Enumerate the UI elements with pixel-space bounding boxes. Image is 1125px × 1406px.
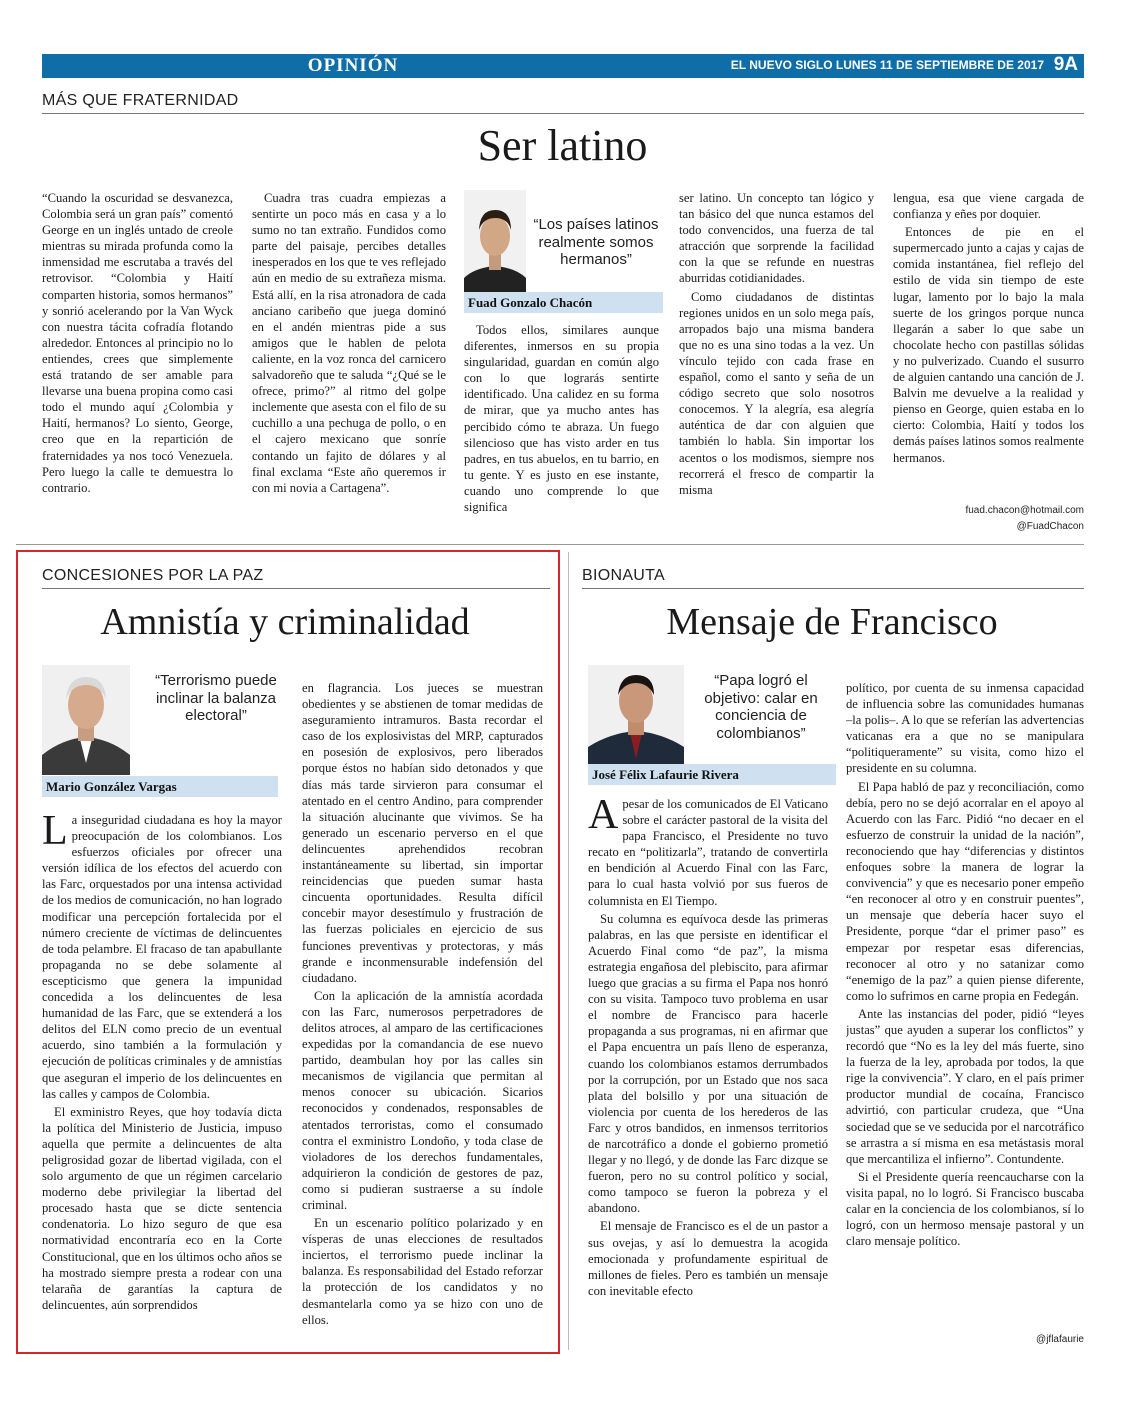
article1-kicker: MÁS QUE FRATERNIDAD [42,92,239,109]
article1-title: Ser latino [477,121,648,170]
article2-byline: Mario González Vargas [42,776,278,797]
author-portrait-icon [588,665,684,765]
article1-column-1: “Cuando la oscuridad se desvanezca, Colombia será un gran país” comentó George en un inglés untado de creole mientras su mirada profunda como la inmensidad me escrutaba a través del retrovisor. “Colombia y Haití comparten historia, somos hermanos” y sonrió acelerando por la Van Wyck con nuestra tácita cofradía flotando alrededor. Entonces al principio no lo entiendes, crees que simplemente está tratando de ser amable para llevarse una buena propina como casi todo el mundo aquí ¿Colombia y Haití, hermanos? Lo siento, George, creo que en la repartición de fraternidades ya nos tocó Venezuela. Pero luego la calle te demuestra lo contrario. [42,191,233,495]
article2-dropcap: L [42,812,68,854]
article2-column-1: La inseguridad ciudadana es hoy la mayor preocupación de los colombianos. Los esfuerzos oficiales por ofrecer una versión idílica de los efectos del acuerdo con las Farc, orquestados por una intensa actividad de los medios de comunicación, no han logrado modificar una percepción fortalecida por el número creciente de víctimas de delincuentes de toda pelambre. El fracaso de tan apabullante propaganda no se debe solamente al escepticismo que genera la impunidad concedida a los delincuentes de lesa humanidad de las Farc, que se extenderá a los delitos del ELN como precio de un eventual acuerdo, sino también a la formulación y ejecución de políticas criminales y de amnistías que aseguran el imperio de los delincuentes en las calles y campos de Colombia. El exministro Reyes, que hoy todavía dicta la política del Ministerio de Justicia, impuso aquella que permite a delincuentes de alta peligrosidad gozar de libertad vigilada, con el solo argumento de que un régimen carcelario moderno debe privilegiar la libertad del procesado hasta que se dicte sentencia condenatoria. Lo hizo seguro de que esa normatividad encontraría eco en la Corte Constitucional, que en los últimos ocho años se ha mostrado siempre presta a rodear con una telaraña de garantías la captura de delincuentes, aún sorprendidos [42,812,282,1312]
article3-column-1: Apesar de los comunicados de El Vaticano sobre el carácter pastoral de la visita del papa Francisco, el Presidente no tuvo recato en “politizarla”, tratando de convertirla en bendición al Acuerdo Final con las Farc, para lo cual hasta volvió por sus fueros de columnista en El Tiempo. Su columna es equívoca desde las primeras palabras, en las que persiste en identificar el Acuerdo Final como “de paz”, la misma estrategia engañosa del plebiscito, para afirmar luego que gracias a su firma el Papa nos honró con su visita. Tampoco tuvo problema en usar el nombre de Francisco para hacerle propaganda a sus programas, ni en afirmar que el Papa encuentra un país lleno de esperanza, cuando los colombianos estamos derrumbados por la corrupción, por un Estado que nos saca plata del bolsillo y por una situación de violencia por cuenta de los herederos de las Farc y otros bandidos, en inmensos territorios de narcotráfico a donde el gobierno prometió llegar y no llegó, y de donde las Farc dizque se fueron, pero no su control político y social, como tampoco se fueron la pobreza y el abandono. El mensaje de Francisco es el de un pastor a sus ovejas, y así lo demuestra la acogida emocionada y profundamente espiritual de millones de fieles. Pero es también un mensaje con inevitable efecto [588,796,828,1298]
article1-author-photo [464,190,526,294]
article3-kicker: BIONAUTA [582,567,666,584]
article2-title: Amnistía y criminalidad [100,601,470,643]
article3-author-photo [588,665,684,765]
publication-date: EL NUEVO SIGLO LUNES 11 DE SEPTIEMBRE DE 2017 [730,58,1044,72]
article3-byline: José Félix Lafaurie Rivera [588,764,836,785]
article2-pull-quote: “Terrorismo puede inclinar la balanza electoral” [155,672,277,724]
column-separator [568,552,569,1350]
section-header-bar [42,54,1084,78]
article1-column-5: lengua, esa que viene cargada de confianza y eñes por doquier. Entonces de pie en el supermercado junto a cajas y cajas de comida instantánea, fiel reflejo del estilo de vida sin tiempo de este lugar, lamento por lo bajo la mala suerte de los gringos porque nunca llegarán a saber lo que sabe un chocolate hecho con pastillas sólidas y no pulverizado. Cuando el susurro de alguien cantando una canción de J. Balvin me devuelve a la realidad y pienso en George, quien estaba en lo cierto: Colombia, Haití y todos los demás países latinos somos realmente hermanos. [893,191,1084,465]
article2-author-photo [42,665,130,775]
article1-column-2: Cuadra tras cuadra empiezas a sentirte un poco más en casa y a lo sumo no tan extraño. Fundidos como parte del paisaje, percibes detalles inesperados en los que te ves reflejado aún en medio de su extrañeza misma. Está allí, en la risa atronadora de cada anciano caribeño que juega dominó en el andén mientras pide a sus amigos que le hablen de pelota caliente, en la voz ronca del carnicero salvadoreño que te saluda “¿Qué se le ofrece, primo?” al ritmo del golpe inclemente que asesta con el filo de su cuchillo a una pechuga de pollo, o en el cajero mexicano que sonríe contando un fajito de dólares y al final exclama “Este año queremos ir con mi novia a Cartagena”. [252,191,446,495]
article1-byline: Fuad Gonzalo Chacón [464,292,663,313]
article1-rule [42,113,1084,114]
author-portrait-icon [464,190,526,294]
article1-social-handle: @FuadChacon [1016,521,1084,532]
article3-pull-quote: “Papa logró el objetivo: calar en conciencia de colombianos” [704,672,818,742]
author-portrait-icon [42,665,130,775]
article3-rule [582,588,1084,589]
article2-column-2: en flagrancia. Los jueces se muestran obedientes y se abstienen de tomar medidas de aseguramiento intramuros. Basta recordar el caso de los explosivistas del MRP, capturados en posesión de explosivos, pero liberados porque éstos no habían sido detonados y que días más tarde sirvieron para consumar el atentado en el centro Andino, para comprender la situación alucinante que vivimos. Se ha generado un escenario perverso en el que delincuentes aprehendidos recobran instantáneamente su libertad, sin importar reincidencias que pueden sumar hasta cincuenta oportunidades. Resulta difícil concebir mayor desestímulo y frustración de las fuerzas policiales en ejercicio de sus funciones preventivas y protectoras, y más grande e inconmensurable indefensión del ciudadano. Con la aplicación de la amnistía acordada con las Farc, numerosos perpetradores de delitos atroces, al amparo de las certificaciones expedidas por la comandancia de ese nuevo partido, deambulan hoy por las calles sin mecanismos de vigilancia que permitan al menos conocer su ubicación. Sicarios reconocidos y condenados, responsables de atentados terroristas, como el consumado contra el exministro Londoño, y toda clase de violadores de los derechos fundamentales, adquirieron la condición de gestores de paz, como si pudieran sustraerse a su índole criminal. En un escenario político polarizado y en vísperas de unas elecciones de resultados inciertos, el terrorismo puede inclinar la balanza. Es responsabilidad del Estado reforzar la protección de los candidatos y no desmantelarla como ya se hizo con uno de ellos. [302,681,543,1327]
article2-rule [42,588,550,589]
article3-column-2: político, por cuenta de su inmensa capacidad de influencia sobre las comunidades humanas –la polis–. A lo que se referían las advertencias vaticanas era a que no se manipulara “politiqueramente” su visita, como hizo el presidente en su columna. El Papa habló de paz y reconciliación, como debía, pero no se dejó acorralar en el apoyo al Acuerdo con las Farc. Pidió “no decaer en el esfuerzo de construir la unidad de la nación”, reconociendo que hay “diferencias y distintos enfoques sobre la manera de lograr la convivencia” y que es necesario poner empeño “en reconocer al otro y en construir puentes”, un mensaje que debería hacer suyo el Presidente, porque “dar el primer paso” es empezar por respetar esas diferencias, reconocer al otro y no satanizar como “enemigo de la paz” a quien piense diferente, como lo sufrimos en carne propia en Fedegán. Ante las instancias del poder, pidió “leyes justas” que ayuden a superar los conflictos” y recordó que “No es la ley del más fuerte, sino la fuerza de la ley, aprobada por todos, la que rige la convivencia”. Y claro, en el país primer productor mundial de cocaína, Francisco advirtió, con particular crudeza, que “Una sociedad que se ve seducida por el narcotráfico se arrastra a sí misma en esa metástasis moral que mercantiliza el infierno”. Contundente. Si el Presidente quería reencaucharse con la visita papal, no lo logró. Si Francisco buscaba calar en la conciencia de los colombianos, sí lo logró, con un hermoso mensaje pastoral y un claro mensaje político. [846,681,1084,1249]
article1-pull-quote: “Los países latinos realmente somos hermanos” [533,216,659,268]
article1-column-4: ser latino. Un concepto tan lógico y tan básico del que nunca estamos del todo convencidos, una fuerza de tal atracción que sorprende la facilidad con la que se refunde en nuestras aburridas cotidianidades. Como ciudadanos de distintas regiones unidos en un solo mega país, arropados bajo una misma bandera que no es una sino todas a la vez. Un vínculo tejido con cada frase en español, como el santo y seña de un código secreto que solo nosotros conocemos. Y la alegría, esa alegría auténtica de dar con alguien que también lo habla. Sin importar los acentos o los modismos, siempre nos recorrerá el fresco de compartir la misma [679,191,874,497]
article2-kicker: CONCESIONES POR LA PAZ [42,567,264,584]
page-number: 9A [1053,54,1078,75]
article3-dropcap: A [588,796,619,838]
article3-title: Mensaje de Francisco [666,601,998,643]
article1-email: fuad.chacon@hotmail.com [965,505,1084,516]
article1-column-3: Todos ellos, similares aunque diferentes, inmersos en su propia singularidad, guardan en común algo con lo que lograrás sentirte identificado. Una calidez en su forma de mirar, que ya mucho antes has percibido cómo te abraza. Un fuego silencioso que has visto arder en tus padres, en tus abuelos, en tu barrio, en tu gente. Y es justo en ese instante, cuando uno comprende lo que significa [464,323,659,515]
section-title: OPINIÓN [307,55,399,76]
section-divider [16,544,1084,545]
article3-social-handle: @jflafaurie [1036,1334,1084,1345]
